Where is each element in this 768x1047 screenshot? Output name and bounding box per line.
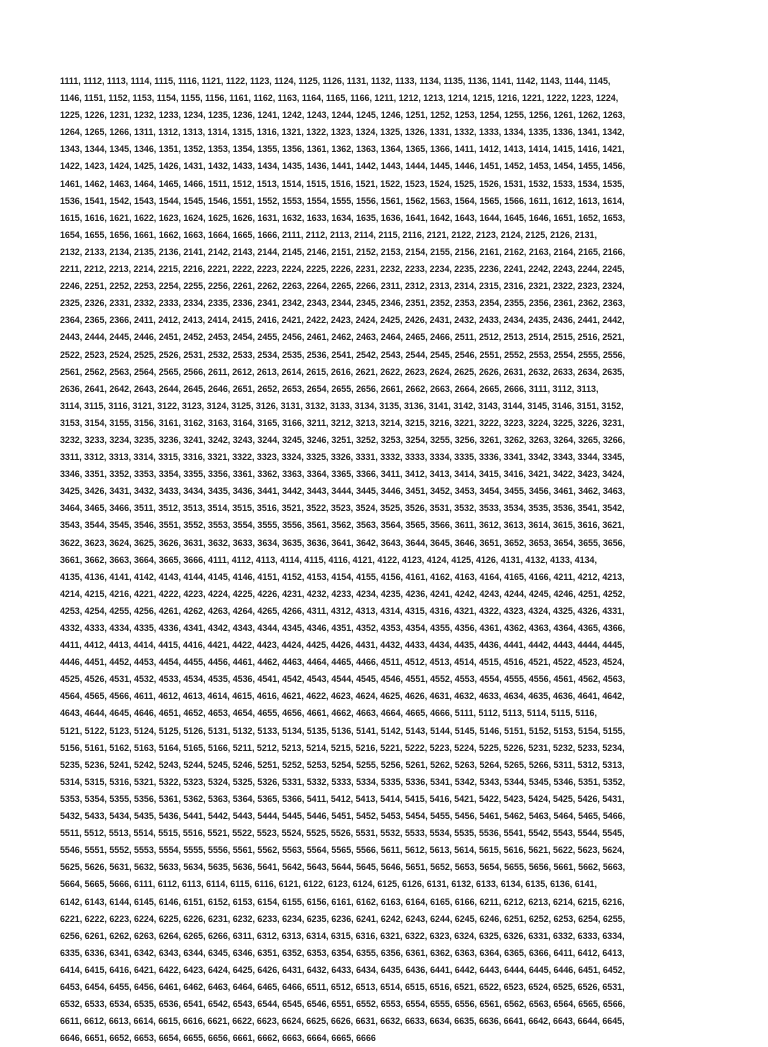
text-line: 1461, 1462, 1463, 1464, 1465, 1466, 1511, 1512, 1513, 1514, 1515, 1516, 1521, 1522, 1523, 1524, 1525, 1526, 1531, 1532, 1533, 1534, 1535,: [60, 178, 625, 189]
text-line: 3153, 3154, 3155, 3156, 3161, 3162, 3163, 3164, 3165, 3166, 3211, 3212, 3213, 3214, 3215, 3216, 3221, 3222, 3223, 3224, 3225, 3226, 3231,: [60, 417, 625, 428]
text-line: 4411, 4412, 4413, 4414, 4415, 4416, 4421, 4422, 4423, 4424, 4425, 4426, 4431, 4432, 4433, 4434, 4435, 4436, 4441, 4442, 4443, 4444, 4445,: [60, 640, 625, 651]
text-line: 1615, 1616, 1621, 1622, 1623, 1624, 1625, 1626, 1631, 1632, 1633, 1634, 1635, 1636, 1641, 1642, 1643, 1644, 1645, 1646, 1651, 1652, 1653,: [60, 212, 626, 223]
text-line: 1654, 1655, 1656, 1661, 1662, 1663, 1664, 1665, 1666, 2111, 2112, 2113, 2114, 2115, 2116, 2121, 2122, 2123, 2124, 2125, 2126, 2131,: [60, 229, 597, 240]
text-line: 5432, 5433, 5434, 5435, 5436, 5441, 5442, 5443, 5444, 5445, 5446, 5451, 5452, 5453, 5454, 5455, 5456, 5461, 5462, 5463, 5464, 5465, 5466,: [60, 811, 626, 822]
text-line: 1343, 1344, 1345, 1346, 1351, 1352, 1353, 1354, 1355, 1356, 1361, 1362, 1363, 1364, 1365, 1366, 1411, 1412, 1413, 1414, 1415, 1416, 1421,: [60, 144, 625, 155]
text-line: 5235, 5236, 5241, 5242, 5243, 5244, 5245, 5246, 5251, 5252, 5253, 5254, 5255, 5256, 5261, 5262, 5263, 5264, 5265, 5266, 5311, 5312, 5313,: [60, 759, 625, 770]
text-line: 5625, 5626, 5631, 5632, 5633, 5634, 5635, 5636, 5641, 5642, 5643, 5644, 5645, 5646, 5651, 5652, 5653, 5654, 5655, 5656, 5661, 5662, 5663,: [60, 862, 626, 873]
text-line: 6256, 6261, 6262, 6263, 6264, 6265, 6266, 6311, 6312, 6313, 6314, 6315, 6316, 6321, 6322, 6323, 6324, 6325, 6326, 6331, 6332, 6333, 6334,: [60, 930, 625, 941]
text-line: 2246, 2251, 2252, 2253, 2254, 2255, 2256, 2261, 2262, 2263, 2264, 2265, 2266, 2311, 2312, 2313, 2314, 2315, 2316, 2321, 2322, 2323, 2324,: [60, 281, 625, 292]
text-line: 6414, 6415, 6416, 6421, 6422, 6423, 6424, 6425, 6426, 6431, 6432, 6433, 6434, 6435, 6436, 6441, 6442, 6443, 6444, 6445, 6446, 6451, 6452,: [60, 964, 626, 975]
text-line: 3346, 3351, 3352, 3353, 3354, 3355, 3356, 3361, 3362, 3363, 3364, 3365, 3366, 3411, 3412, 3413, 3414, 3415, 3416, 3421, 3422, 3423, 3424,: [60, 469, 625, 480]
text-line: 2561, 2562, 2563, 2564, 2565, 2566, 2611, 2612, 2613, 2614, 2615, 2616, 2621, 2622, 2623, 2624, 2625, 2626, 2631, 2632, 2633, 2634, 2635,: [60, 366, 625, 377]
text-line: 4214, 4215, 4216, 4221, 4222, 4223, 4224, 4225, 4226, 4231, 4232, 4233, 4234, 4235, 4236, 4241, 4242, 4243, 4244, 4245, 4246, 4251, 4252,: [60, 588, 626, 599]
text-line: 6646, 6651, 6652, 6653, 6654, 6655, 6656, 6661, 6662, 6663, 6664, 6665, 6666: [60, 1033, 376, 1044]
text-line: 2522, 2523, 2524, 2525, 2526, 2531, 2532, 2533, 2534, 2535, 2536, 2541, 2542, 2543, 2544, 2545, 2546, 2551, 2552, 2553, 2554, 2555, 2556,: [60, 349, 626, 360]
text-line: 6335, 6336, 6341, 6342, 6343, 6344, 6345, 6346, 6351, 6352, 6353, 6354, 6355, 6356, 6361, 6362, 6363, 6364, 6365, 6366, 6411, 6412, 6413,: [60, 947, 625, 958]
text-line: 5314, 5315, 5316, 5321, 5322, 5323, 5324, 5325, 5326, 5331, 5332, 5333, 5334, 5335, 5336, 5341, 5342, 5343, 5344, 5345, 5346, 5351, 5352,: [60, 776, 626, 787]
text-line: 4135, 4136, 4141, 4142, 4143, 4144, 4145, 4146, 4151, 4152, 4153, 4154, 4155, 4156, 4161, 4162, 4163, 4164, 4165, 4166, 4211, 4212, 4213,: [60, 571, 625, 582]
text-line: 2325, 2326, 2331, 2332, 2333, 2334, 2335, 2336, 2341, 2342, 2343, 2344, 2345, 2346, 2351, 2352, 2353, 2354, 2355, 2356, 2361, 2362, 2363,: [60, 298, 626, 309]
text-line: 1146, 1151, 1152, 1153, 1154, 1155, 1156, 1161, 1162, 1163, 1164, 1165, 1166, 1211, 1212, 1213, 1214, 1215, 1216, 1221, 1222, 1223, 1224,: [60, 93, 619, 104]
text-line: 1225, 1226, 1231, 1232, 1233, 1234, 1235, 1236, 1241, 1242, 1243, 1244, 1245, 1246, 1251, 1252, 1253, 1254, 1255, 1256, 1261, 1262, 1263,: [60, 110, 626, 121]
text-line: 2211, 2212, 2213, 2214, 2215, 2216, 2221, 2222, 2223, 2224, 2225, 2226, 2231, 2232, 2233, 2234, 2235, 2236, 2241, 2242, 2243, 2244, 2245,: [60, 264, 625, 275]
text-line: 5546, 5551, 5552, 5553, 5554, 5555, 5556, 5561, 5562, 5563, 5564, 5565, 5566, 5611, 5612, 5613, 5614, 5615, 5616, 5621, 5622, 5623, 5624,: [60, 845, 625, 856]
text-line: 6453, 6454, 6455, 6456, 6461, 6462, 6463, 6464, 6465, 6466, 6511, 6512, 6513, 6514, 6515, 6516, 6521, 6522, 6523, 6524, 6525, 6526, 6531,: [60, 981, 625, 992]
text-line: 4446, 4451, 4452, 4453, 4454, 4455, 4456, 4461, 4462, 4463, 4464, 4465, 4466, 4511, 4512, 4513, 4514, 4515, 4516, 4521, 4522, 4523, 4524,: [60, 657, 625, 668]
text-line: 1111, 1112, 1113, 1114, 1115, 1116, 1121, 1122, 1123, 1124, 1125, 1126, 1131, 1132, 1133, 1134, 1135, 1136, 1141, 1142, 1143, 1144, 1145,: [60, 76, 611, 86]
text-line: 5121, 5122, 5123, 5124, 5125, 5126, 5131, 5132, 5133, 5134, 5135, 5136, 5141, 5142, 5143, 5144, 5145, 5146, 5151, 5152, 5153, 5154, 5155,: [60, 725, 626, 736]
text-line: 2636, 2641, 2642, 2643, 2644, 2645, 2646, 2651, 2652, 2653, 2654, 2655, 2656, 2661, 2662, 2663, 2664, 2665, 2666, 3111, 3112, 3113,: [60, 383, 599, 394]
text-line: 3464, 3465, 3466, 3511, 3512, 3513, 3514, 3515, 3516, 3521, 3522, 3523, 3524, 3525, 3526, 3531, 3532, 3533, 3534, 3535, 3536, 3541, 3542,: [60, 503, 625, 514]
text-line: 5353, 5354, 5355, 5356, 5361, 5362, 5363, 5364, 5365, 5366, 5411, 5412, 5413, 5414, 5415, 5416, 5421, 5422, 5423, 5424, 5425, 5426, 5431,: [60, 793, 625, 804]
text-line: 1536, 1541, 1542, 1543, 1544, 1545, 1546, 1551, 1552, 1553, 1554, 1555, 1556, 1561, 1562, 1563, 1564, 1565, 1566, 1611, 1612, 1613, 1614,: [60, 195, 625, 206]
text-line: 1264, 1265, 1266, 1311, 1312, 1313, 1314, 1315, 1316, 1321, 1322, 1323, 1324, 1325, 1326, 1331, 1332, 1333, 1334, 1335, 1336, 1341, 1342,: [60, 127, 625, 138]
text-line: 6142, 6143, 6144, 6145, 6146, 6151, 6152, 6153, 6154, 6155, 6156, 6161, 6162, 6163, 6164, 6165, 6166, 6211, 6212, 6213, 6214, 6215, 6216,: [60, 896, 625, 907]
text-line: 3661, 3662, 3663, 3664, 3665, 3666, 4111, 4112, 4113, 4114, 4115, 4116, 4121, 4122, 4123, 4124, 4125, 4126, 4131, 4132, 4133, 4134,: [60, 554, 597, 565]
text-line: 1422, 1423, 1424, 1425, 1426, 1431, 1432, 1433, 1434, 1435, 1436, 1441, 1442, 1443, 1444, 1445, 1446, 1451, 1452, 1453, 1454, 1455, 1456,: [60, 161, 626, 172]
text-line: 2364, 2365, 2366, 2411, 2412, 2413, 2414, 2415, 2416, 2421, 2422, 2423, 2424, 2425, 2426, 2431, 2432, 2433, 2434, 2435, 2436, 2441, 2442,: [60, 315, 625, 326]
text-line: 3114, 3115, 3116, 3121, 3122, 3123, 3124, 3125, 3126, 3131, 3132, 3133, 3134, 3135, 3136, 3141, 3142, 3143, 3144, 3145, 3146, 3151, 3152,: [60, 400, 624, 411]
text-line: 3622, 3623, 3624, 3625, 3626, 3631, 3632, 3633, 3634, 3635, 3636, 3641, 3642, 3643, 3644, 3645, 3646, 3651, 3652, 3653, 3654, 3655, 3656,: [60, 537, 626, 548]
text-line: 3543, 3544, 3545, 3546, 3551, 3552, 3553, 3554, 3555, 3556, 3561, 3562, 3563, 3564, 3565, 3566, 3611, 3612, 3613, 3614, 3615, 3616, 3621,: [60, 520, 625, 531]
text-line: 4525, 4526, 4531, 4532, 4533, 4534, 4535, 4536, 4541, 4542, 4543, 4544, 4545, 4546, 4551, 4552, 4553, 4554, 4555, 4556, 4561, 4562, 4563,: [60, 674, 626, 685]
text-line: 6221, 6222, 6223, 6224, 6225, 6226, 6231, 6232, 6233, 6234, 6235, 6236, 6241, 6242, 6243, 6244, 6245, 6246, 6251, 6252, 6253, 6254, 6255,: [60, 913, 626, 924]
text-line: 5511, 5512, 5513, 5514, 5515, 5516, 5521, 5522, 5523, 5524, 5525, 5526, 5531, 5532, 5533, 5534, 5535, 5536, 5541, 5542, 5543, 5544, 5545,: [60, 828, 625, 839]
text-line: 3425, 3426, 3431, 3432, 3433, 3434, 3435, 3436, 3441, 3442, 3443, 3444, 3445, 3446, 3451, 3452, 3453, 3454, 3455, 3456, 3461, 3462, 3463,: [60, 486, 626, 497]
text-line: 5156, 5161, 5162, 5163, 5164, 5165, 5166, 5211, 5212, 5213, 5214, 5215, 5216, 5221, 5222, 5223, 5224, 5225, 5226, 5231, 5232, 5233, 5234,: [60, 742, 625, 753]
document-body: [60, 73, 710, 1047]
text-line: 4643, 4644, 4645, 4646, 4651, 4652, 4653, 4654, 4655, 4656, 4661, 4662, 4663, 4664, 4665, 4666, 5111, 5112, 5113, 5114, 5115, 5116,: [60, 708, 597, 719]
text-line: 4332, 4333, 4334, 4335, 4336, 4341, 4342, 4343, 4344, 4345, 4346, 4351, 4352, 4353, 4354, 4355, 4356, 4361, 4362, 4363, 4364, 4365, 4366,: [60, 623, 626, 633]
text-line: 2132, 2133, 2134, 2135, 2136, 2141, 2142, 2143, 2144, 2145, 2146, 2151, 2152, 2153, 2154, 2155, 2156, 2161, 2162, 2163, 2164, 2165, 2166,: [60, 246, 626, 257]
text-line: 3311, 3312, 3313, 3314, 3315, 3316, 3321, 3322, 3323, 3324, 3325, 3326, 3331, 3332, 3333, 3334, 3335, 3336, 3341, 3342, 3343, 3344, 3345,: [60, 452, 625, 463]
text-line: 5664, 5665, 5666, 6111, 6112, 6113, 6114, 6115, 6116, 6121, 6122, 6123, 6124, 6125, 6126, 6131, 6132, 6133, 6134, 6135, 6136, 6141,: [60, 879, 597, 890]
text-line: 4564, 4565, 4566, 4611, 4612, 4613, 4614, 4615, 4616, 4621, 4622, 4623, 4624, 4625, 4626, 4631, 4632, 4633, 4634, 4635, 4636, 4641, 4642,: [60, 691, 625, 702]
text-line: 2443, 2444, 2445, 2446, 2451, 2452, 2453, 2454, 2455, 2456, 2461, 2462, 2463, 2464, 2465, 2466, 2511, 2512, 2513, 2514, 2515, 2516, 2521,: [60, 332, 625, 343]
text-line: 3232, 3233, 3234, 3235, 3236, 3241, 3242, 3243, 3244, 3245, 3246, 3251, 3252, 3253, 3254, 3255, 3256, 3261, 3262, 3263, 3264, 3265, 3266,: [60, 434, 626, 445]
text-line: 6532, 6533, 6534, 6535, 6536, 6541, 6542, 6543, 6544, 6545, 6546, 6551, 6552, 6553, 6554, 6555, 6556, 6561, 6562, 6563, 6564, 6565, 6566,: [60, 999, 626, 1010]
text-line: 6611, 6612, 6613, 6614, 6615, 6616, 6621, 6622, 6623, 6624, 6625, 6626, 6631, 6632, 6633, 6634, 6635, 6636, 6641, 6642, 6643, 6644, 6645,: [60, 1016, 625, 1027]
text-line: 4253, 4254, 4255, 4256, 4261, 4262, 4263, 4264, 4265, 4266, 4311, 4312, 4313, 4314, 4315, 4316, 4321, 4322, 4323, 4324, 4325, 4326, 4331,: [60, 605, 625, 616]
